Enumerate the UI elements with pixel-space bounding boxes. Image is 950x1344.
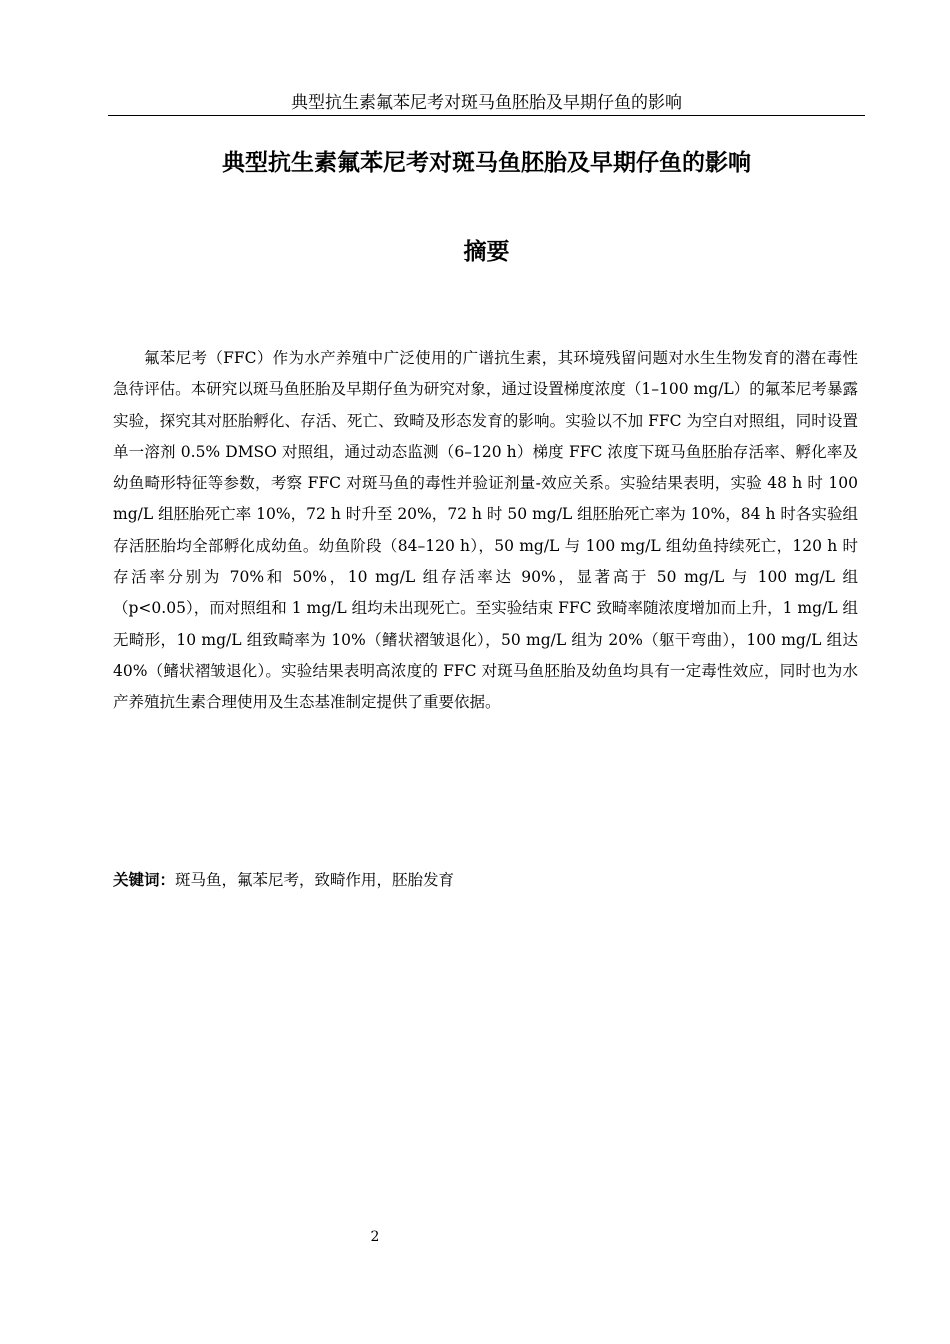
- document-title: 典型抗生素氟苯尼考对斑马鱼胚胎及早期仔鱼的影响: [222, 150, 751, 176]
- page-number: 2: [370, 1229, 380, 1245]
- running-header: 典型抗生素氟苯尼考对斑马鱼胚胎及早期仔鱼的影响: [291, 93, 682, 113]
- abstract-body: 氟苯尼考（FFC）作为水产养殖中广泛使用的广谱抗生素，其环境残留问题对水生生物发育的潜在毒性急待评估。本研究以斑马鱼胚胎及早期仔鱼为研究对象，通过设置梯度浓度（1–100 mg/L）的氟苯尼考暴露实验，探究其对胚胎孵化、存活、死亡、致畸及形态发育的影响。实验以不加 FFC 为空白对照组，同时设置单一溶剂 0.5% DMSO 对照组，通过动态监测（6–120 h）梯度 FFC 浓度下斑马鱼胚胎存活率、孵化率及幼鱼畸形特征等参数，考察 FFC 对斑马鱼的毒性并验证剂量-效应关系。实验结果表明，实验 48 h 时 100 mg/L 组胚胎死亡率 10%，72 h 时升至 20%，72 h 时 50 mg/L 组胚胎死亡率为 10%，84 h 时各实验组存活胚胎均全部孵化成幼鱼。幼鱼阶段（84–120 h），50 mg/L 与 100 mg/L 组幼鱼持续死亡，120 h 时存活率分别为 70%和 50%，10 mg/L 组存活率达 90%，显著高于 50 mg/L 与 100 mg/L 组（p<0.05），而对照组和 1 mg/L 组均未出现死亡。至实验结束 FFC 致畸率随浓度增加而上升，1 mg/L 组无畸形，10 mg/L 组致畸率为 10%（鳍状褶皱退化），50 mg/L 组为 20%（躯干弯曲），100 mg/L 组达 40%（鳍状褶皱退化）。实验结果表明高浓度的 FFC 对斑马鱼胚胎及幼鱼均具有一定毒性效应，同时也为水产养殖抗生素合理使用及生态基准制定提供了重要依据。: [113, 349, 858, 712]
- keywords-line: [113, 865, 858, 896]
- header-rule: [108, 115, 865, 116]
- keywords-label: 关键词：: [113, 871, 176, 889]
- abstract-heading: 摘要: [463, 239, 510, 265]
- keywords-text: 斑马鱼，氟苯尼考，致畸作用，胚胎发育: [175, 871, 455, 889]
